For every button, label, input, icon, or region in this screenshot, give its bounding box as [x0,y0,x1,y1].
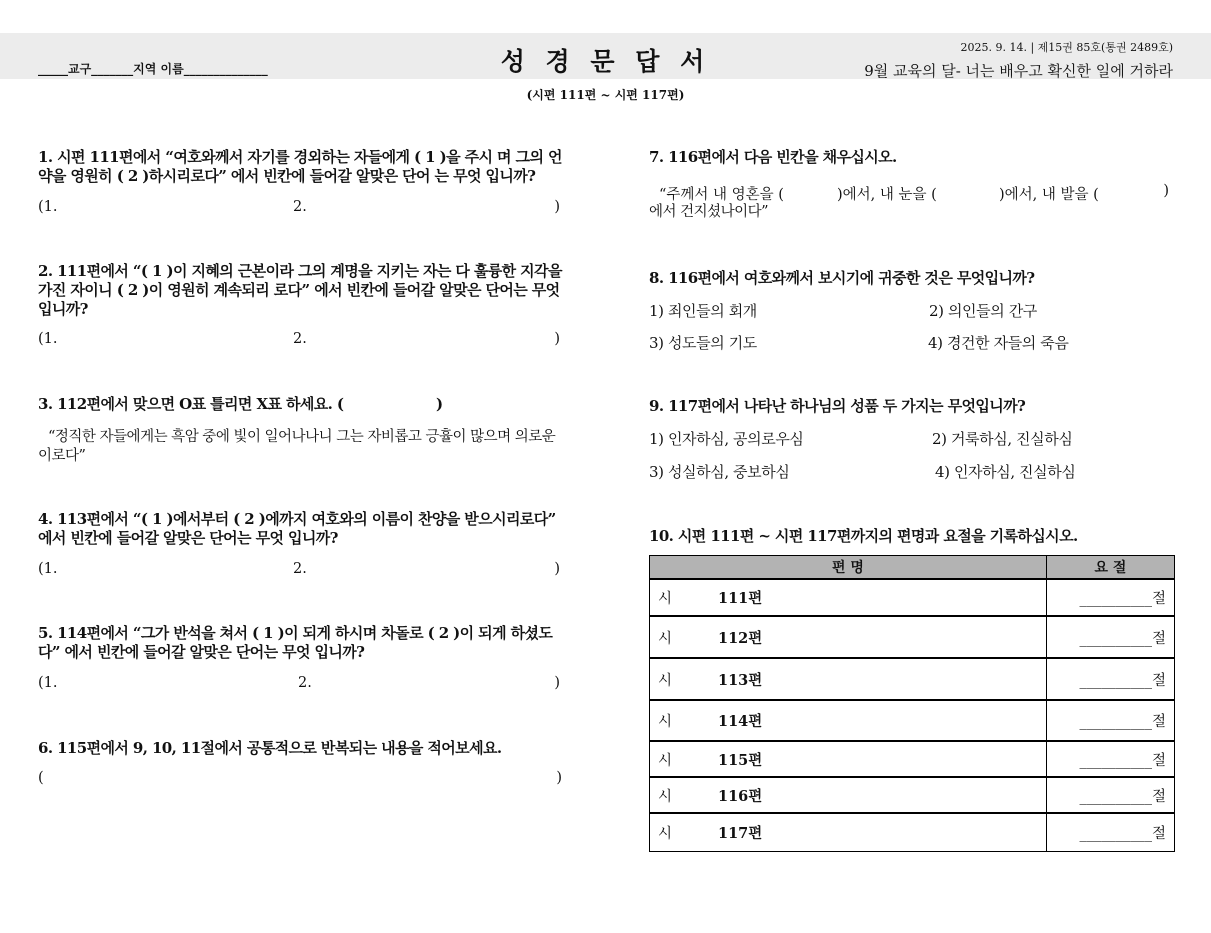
psalm-prefix: 시 [658,714,673,730]
answer-2-blank-1[interactable]: (1. [38,331,58,347]
answer-5-blank-1[interactable]: (1. [38,675,58,691]
answer-6-open: ( [38,770,44,786]
question-6: 6. 115편에서 9, 10, 11절에서 공통적으로 반복되는 내용을 적어보세요. [38,739,502,757]
question-10: 10. 시편 111편 ~ 시편 117편까지의 편명과 요절을 기록하십시오. [649,527,1078,545]
answer-7-part-1: “주께서 내 영혼을 ( [659,187,784,203]
psalm-number: 111편 [718,590,763,607]
answer-7-part-5: 에서 건지셨나이다” [649,204,769,220]
question-7: 7. 116편에서 다음 빈칸을 채우십시오. [649,148,897,166]
name-field-line[interactable]: _____교구_______지역 이름______________ [38,62,268,76]
answer-4-blank-1[interactable]: (1. [38,561,58,577]
question-3: 3. 112편에서 맞으면 O표 틀리면 X표 하세요. ( [38,395,344,413]
psalm-prefix: 시 [658,788,673,805]
answer-7-part-4: ) [1163,183,1169,199]
table-row [650,700,1175,741]
q8-option-1[interactable]: 1) 죄인들의 회개 [649,302,757,320]
table-row [650,616,1175,658]
psalm-number: 116편 [718,787,763,805]
psalm-cell [650,813,1047,851]
q9-option-4[interactable]: 4) 인자하심, 진실하심 [935,463,1076,481]
psalm-cell [650,741,1047,777]
q9-option-2[interactable]: 2) 거룩하심, 진실하심 [932,430,1073,448]
question-2: 2. 111편에서 “( 1 )이 지혜의 근본이라 그의 계명을 지키는 자는 다 훌륭한 지각을 가진 자이니 ( 2 )이 영원히 계속되리 로다” 에서 빈칸에 들어갈 알맞은 단어는 무엇 입니까? [38,262,562,318]
question-4: 4. 113편에서 “( 1 )에서부터 ( 2 )에까지 여호와의 이름이 찬양을 받으시리로다” 에서 빈칸에 들어갈 알맞은 단어는 무엇 입니까? [38,510,556,547]
answer-2-close: ) [554,331,560,347]
question-8: 8. 116편에서 여호와께서 보시기에 귀중한 것은 무엇입니까? [649,269,1035,287]
answer-7-part-2: )에서, 내 눈을 ( [837,187,937,203]
psalm-number: 117편 [718,824,763,842]
verse-blank[interactable]: __________절 [1047,700,1175,741]
answer-4-blank-2[interactable]: 2. [293,561,307,577]
answer-1-blank-2[interactable]: 2. [293,199,307,215]
answer-5-close: ) [554,675,560,691]
table-row [650,813,1175,851]
answer-1-close: ) [554,199,560,215]
column-key-verse: 요 절 [1047,556,1175,580]
table-row [650,579,1175,616]
table-row [650,777,1175,813]
answer-7[interactable] [649,183,1169,203]
verse-blank[interactable]: __________절 [1047,658,1175,700]
psalm-number: 115편 [718,751,763,769]
page-subtitle: (시편 111편 ~ 시편 117편) [526,88,685,102]
q9-option-3[interactable]: 3) 성실하심, 중보하심 [649,463,790,481]
answer-1[interactable] [38,199,560,219]
psalm-cell [650,579,1047,616]
answer-5-blank-2[interactable]: 2. [298,675,312,691]
q8-option-2[interactable]: 2) 의인들의 간구 [929,302,1037,320]
table-header-row [650,556,1175,580]
question-3-quote: “정직한 자들에게는 흑암 중에 빛이 일어나나니 그는 자비롭고 긍휼이 많으며 의로운 이로다” [38,429,556,464]
answer-7-part-3: )에서, 내 발을 ( [999,187,1099,203]
psalm-number: 114편 [718,713,763,730]
verse-blank[interactable]: __________절 [1047,741,1175,777]
psalm-prefix: 시 [658,825,673,842]
answer-2[interactable] [38,331,560,351]
q8-option-3[interactable]: 3) 성도들의 기도 [649,334,757,352]
answer-1-blank-1[interactable]: (1. [38,199,58,215]
psalm-number: 113편 [718,671,763,689]
question-9: 9. 117편에서 나타난 하나님의 성품 두 가지는 무엇입니까? [649,397,1026,415]
psalm-cell [650,658,1047,700]
verse-blank[interactable]: __________절 [1047,616,1175,658]
psalm-prefix: 시 [658,752,673,769]
answer-4-close: ) [554,561,560,577]
question-5: 5. 114편에서 “그가 반석을 쳐서 ( 1 )이 되게 하시며 차돌로 ( 2 )이 되게 하셨도다” 에서 빈칸에 들어갈 알맞은 단어는 무엇 입니까? [38,624,553,661]
answer-2-blank-2[interactable]: 2. [293,331,307,347]
page-title: 성 경 문 답 서 [500,47,711,76]
verse-blank[interactable]: __________절 [1047,579,1175,616]
question-3-answer-close[interactable]: ) [436,395,443,413]
question-1: 1. 시편 111편에서 “여호와께서 자기를 경외하는 자들에게 ( 1 )을 주시 며 그의 언약을 영원히 ( 2 )하시리로다” 에서 빈칸에 들어갈 알맞은 단어 는 무엇 입니까? [38,148,562,185]
answer-5[interactable] [38,675,560,695]
q9-option-1[interactable]: 1) 인자하심, 공의로우심 [649,430,804,448]
psalm-table [649,555,1175,852]
verse-blank[interactable]: __________절 [1047,813,1175,851]
column-psalm-name: 편 명 [650,556,1047,580]
table-row [650,741,1175,777]
psalm-cell [650,616,1047,658]
table-row [650,658,1175,700]
verse-blank[interactable]: __________절 [1047,777,1175,813]
answer-6-close: ) [556,770,562,786]
psalm-cell [650,777,1047,813]
psalm-number: 112편 [718,629,763,647]
psalm-prefix: 시 [658,591,673,607]
psalm-prefix: 시 [658,672,673,689]
answer-4[interactable] [38,561,560,581]
issue-date: 2025. 9. 14. | 제15권 85호(통권 2489호) [960,41,1173,54]
q8-option-4[interactable]: 4) 경건한 자들의 죽음 [928,334,1069,352]
psalm-prefix: 시 [658,630,673,647]
answer-6[interactable] [38,770,562,790]
psalm-cell [650,700,1047,741]
monthly-motto: 9월 교육의 달- 너는 배우고 확신한 일에 거하라 [864,62,1173,80]
